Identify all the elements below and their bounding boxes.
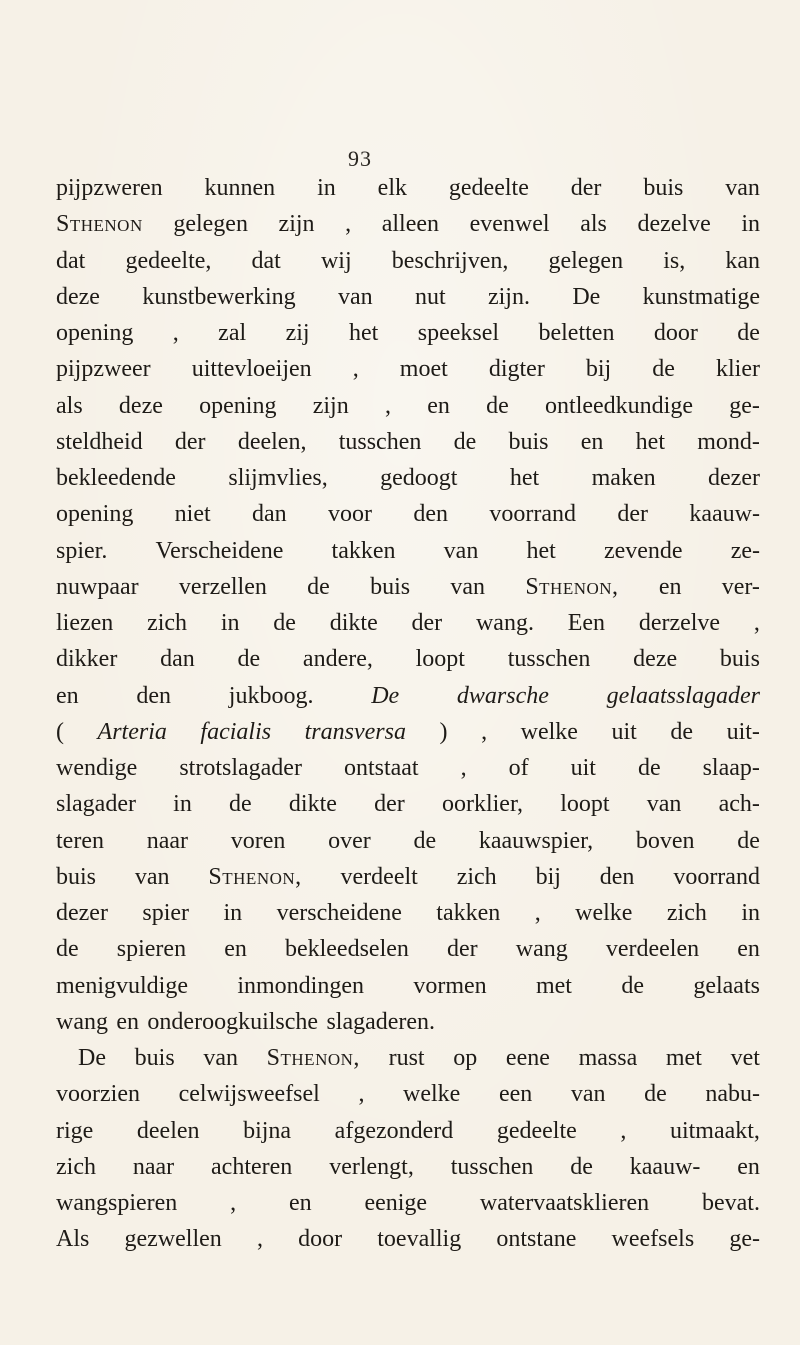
word: afgezonderd — [334, 1117, 454, 1144]
word: de — [486, 392, 509, 419]
word: transversa — [304, 718, 406, 745]
word: wij — [320, 247, 352, 274]
word: liezen — [56, 610, 114, 636]
word: menigvuldige — [56, 972, 188, 999]
word: eenige — [364, 1190, 428, 1216]
word: de — [644, 1081, 667, 1108]
text-line — [56, 968, 760, 1004]
word: loopt — [415, 646, 465, 673]
word: der — [374, 791, 405, 818]
word: het — [509, 465, 540, 491]
word: het — [635, 428, 665, 455]
word: watervaatsklieren — [479, 1190, 650, 1216]
word: wangspieren — [56, 1190, 178, 1216]
word: slagader — [56, 791, 136, 818]
word: van — [725, 175, 760, 201]
word: andere, — [302, 646, 373, 673]
word: der — [570, 175, 602, 201]
word: is, — [663, 247, 686, 274]
word: als — [56, 392, 83, 419]
word: de — [670, 718, 694, 745]
word: buis — [719, 646, 760, 673]
word: in — [223, 900, 243, 926]
word: van — [203, 1045, 238, 1071]
word: , — [256, 1226, 263, 1253]
word: voorzien — [56, 1081, 140, 1108]
word: het — [526, 537, 556, 564]
word: naar — [146, 827, 188, 854]
word: dezelve — [637, 211, 711, 238]
word: takken — [331, 537, 396, 564]
word: uitmaakt, — [669, 1117, 760, 1144]
word: vormen — [413, 972, 487, 999]
word: de — [637, 755, 661, 781]
word: welke — [575, 900, 633, 926]
word: Verscheidene — [155, 537, 284, 564]
word: tusschen — [338, 428, 422, 455]
word: jukboog. — [228, 682, 314, 709]
text-line — [56, 1004, 760, 1040]
word: verdeelen — [605, 936, 700, 963]
word: kunnen — [204, 175, 276, 201]
word: der — [617, 501, 648, 528]
text-line — [56, 931, 760, 967]
word: en — [737, 1153, 760, 1180]
word: gelaatsslagader — [606, 682, 760, 709]
word: der — [411, 610, 443, 636]
word: gedeelte — [496, 1117, 577, 1144]
word: met — [665, 1045, 702, 1071]
word: verzellen — [178, 573, 267, 600]
word: welke — [403, 1081, 461, 1108]
word: ) — [439, 718, 448, 745]
word: slaap- — [702, 755, 760, 781]
word: elk — [377, 175, 407, 201]
word: steldheid — [56, 428, 143, 455]
word: bevat. — [701, 1190, 760, 1216]
text-line — [56, 714, 760, 750]
word: voorrand — [673, 863, 760, 890]
word: zijn. — [487, 283, 530, 310]
word: met — [535, 972, 572, 999]
word: dan — [252, 501, 287, 528]
text-line — [56, 243, 760, 279]
text-line — [56, 750, 760, 786]
word: , — [345, 211, 352, 238]
body-text — [56, 170, 760, 1258]
word: moet — [399, 356, 448, 383]
word: , — [384, 392, 391, 419]
word: inmondingen — [237, 972, 364, 999]
word: takken — [436, 900, 501, 926]
word: , — [230, 1190, 237, 1216]
text-line — [56, 424, 760, 460]
word: gedoogt — [380, 465, 458, 491]
word: uittevloeijen — [191, 356, 312, 383]
word: tusschen — [507, 646, 591, 673]
word: slijmvlies, — [228, 465, 328, 491]
page-number: 93 — [348, 146, 372, 171]
word: voor — [328, 501, 373, 528]
text-line — [56, 1149, 760, 1185]
text-line — [56, 279, 760, 315]
word: de — [307, 573, 330, 600]
word: zich — [456, 863, 497, 890]
word: in — [317, 175, 336, 201]
word: zevende — [603, 537, 683, 564]
text-line — [56, 641, 760, 677]
word: loopt — [560, 791, 610, 818]
word: wang — [515, 936, 568, 963]
word: teren — [56, 827, 104, 854]
word: niet — [174, 501, 211, 528]
word: dat — [56, 247, 86, 274]
word: alleen — [381, 211, 440, 238]
word: in — [741, 211, 760, 238]
word: bij — [585, 356, 612, 383]
word: digter — [488, 356, 545, 383]
text-line — [56, 1113, 760, 1149]
word: kaauw- — [629, 1153, 701, 1180]
word: de — [737, 320, 760, 346]
word: vet — [730, 1045, 760, 1071]
word: deze — [633, 646, 678, 673]
word: en — [56, 682, 79, 709]
text-line — [56, 206, 760, 242]
word: boven — [635, 827, 695, 854]
word: bij — [535, 863, 561, 890]
word: nuwpaar — [56, 573, 139, 600]
word: Een — [567, 610, 606, 636]
word: ontstane — [496, 1226, 577, 1253]
word: slagaderen. — [326, 1008, 436, 1035]
word: De — [78, 1045, 106, 1071]
word: ze- — [730, 537, 760, 564]
text-line — [56, 1185, 760, 1221]
word: ge- — [729, 1226, 760, 1253]
word: dwarsche — [456, 682, 549, 709]
word: gedeelte — [448, 175, 529, 201]
word: ver- — [721, 573, 760, 600]
word: De — [572, 283, 601, 310]
word: dikker — [56, 646, 118, 673]
word: als — [580, 211, 607, 238]
word: over — [328, 827, 371, 854]
text-line — [56, 895, 760, 931]
word: welke — [520, 718, 578, 745]
text-line — [56, 1040, 760, 1076]
word: deze — [56, 283, 100, 310]
word: bekleedselen — [284, 936, 409, 963]
word: buis — [134, 1045, 175, 1071]
word: zich — [56, 1153, 96, 1180]
word: en — [224, 936, 247, 963]
word: uit — [611, 718, 637, 745]
text-line — [56, 786, 760, 822]
word: derzelve — [638, 610, 721, 636]
word: de — [229, 791, 252, 818]
word: of — [508, 755, 529, 781]
word: ontstaat — [343, 755, 419, 781]
word: en — [737, 936, 760, 963]
word: zal — [218, 320, 247, 346]
word: dezer — [56, 900, 108, 926]
word: , — [352, 356, 359, 383]
text-line — [56, 1221, 760, 1257]
text-line — [56, 315, 760, 351]
word: , — [620, 1117, 627, 1144]
text-line — [56, 605, 760, 641]
word: wendige — [56, 755, 138, 781]
word: van — [570, 1081, 606, 1108]
word: wang. — [475, 610, 534, 636]
word: buis — [370, 573, 411, 600]
word: van — [134, 863, 170, 890]
word: een — [498, 1081, 533, 1108]
word: de — [621, 972, 644, 999]
word: den — [413, 501, 449, 528]
word: den — [599, 863, 635, 890]
word: het — [349, 320, 379, 346]
word: gelegen — [548, 247, 624, 274]
word: van — [646, 791, 682, 818]
word: de — [237, 646, 261, 673]
word: nabu- — [705, 1081, 760, 1108]
word: naar — [132, 1153, 175, 1180]
word: Sthenon — [56, 211, 143, 238]
word: van — [337, 283, 373, 310]
word: zich — [666, 900, 707, 926]
word: in — [741, 900, 760, 926]
word: , — [481, 718, 488, 745]
word: en — [427, 392, 450, 419]
word: de — [453, 428, 477, 455]
text-line — [56, 170, 760, 206]
word: van — [450, 573, 486, 600]
word: evenwel — [469, 211, 550, 238]
word: zijn — [278, 211, 315, 238]
word: door — [653, 320, 698, 346]
word: uit — [570, 755, 596, 781]
word: bijna — [243, 1117, 292, 1144]
word: de — [413, 827, 437, 854]
word: Sthenon, — [525, 573, 619, 600]
word: De — [371, 682, 400, 709]
word: door — [298, 1226, 343, 1253]
word: beschrijven, — [391, 247, 509, 274]
word: dezer — [708, 465, 760, 491]
word: pijpzweer — [56, 356, 151, 383]
word: voren — [230, 827, 286, 854]
word: massa — [578, 1045, 638, 1071]
text-line — [56, 388, 760, 424]
word: den — [136, 682, 172, 709]
word: speeksel — [417, 320, 500, 346]
word: opening — [56, 320, 134, 346]
word: de — [737, 827, 760, 854]
text-line — [56, 1076, 760, 1112]
word: buis — [508, 428, 549, 455]
word: de — [652, 356, 675, 383]
word: mond- — [697, 428, 760, 455]
word: dikte — [288, 791, 337, 818]
word: strotslagader — [179, 755, 302, 781]
word: deze — [118, 392, 163, 419]
word: , — [358, 1081, 365, 1108]
word: Sthenon, — [208, 863, 302, 890]
word: buis — [56, 863, 97, 890]
word: beletten — [538, 320, 615, 346]
text-line — [56, 496, 760, 532]
word: ge- — [729, 392, 760, 419]
word: opening — [199, 392, 277, 419]
word: kunstmatige — [642, 283, 760, 310]
word: , — [172, 320, 179, 346]
word: ( — [56, 718, 64, 745]
word: bekleedende — [56, 465, 176, 491]
text-line — [56, 678, 760, 714]
word: ontleedkundige — [545, 392, 693, 419]
word: , — [534, 900, 541, 926]
word: nut — [414, 283, 446, 310]
word: verscheidene — [276, 900, 402, 926]
word: en — [658, 573, 682, 600]
word: spier — [142, 900, 190, 926]
word: op — [453, 1045, 478, 1071]
word: tusschen — [450, 1153, 534, 1180]
word: dikte — [329, 610, 378, 636]
word: spier. — [56, 537, 108, 564]
word: der — [447, 936, 478, 963]
word: ach- — [718, 791, 760, 818]
word: deelen — [136, 1117, 200, 1144]
word: gelaats — [693, 972, 760, 999]
word: maken — [591, 465, 656, 491]
word: Als — [56, 1226, 90, 1253]
word: , — [753, 610, 760, 636]
word: de — [570, 1153, 593, 1180]
word: kaauwspier, — [478, 827, 594, 854]
word: kunstbewerking — [142, 283, 296, 310]
text-line — [56, 460, 760, 496]
word: toevallig — [377, 1226, 462, 1253]
word: pijpzweren — [56, 175, 163, 201]
word: de — [273, 610, 296, 636]
word: rige — [56, 1117, 94, 1144]
word: gedeelte, — [125, 247, 212, 274]
text-line — [56, 823, 760, 859]
word: zich — [147, 610, 188, 636]
text-line — [56, 859, 760, 895]
word: deelen, — [237, 428, 307, 455]
word: dat — [251, 247, 281, 274]
word: gelegen — [173, 211, 248, 238]
word: klier — [716, 356, 760, 383]
text-line — [56, 569, 760, 605]
word: celwijsweefsel — [178, 1081, 320, 1108]
word: de — [56, 936, 79, 963]
word: kaauw- — [689, 501, 760, 528]
word: achteren — [211, 1153, 293, 1180]
text-line — [56, 351, 760, 387]
word: buis — [643, 175, 684, 201]
word: rust — [388, 1045, 425, 1071]
word: wang — [56, 1008, 108, 1035]
word: , — [460, 755, 467, 781]
word: verlengt, — [329, 1153, 414, 1180]
word: en — [116, 1008, 140, 1035]
word: en — [288, 1190, 312, 1216]
word: onderoogkuilsche — [147, 1008, 319, 1035]
word: van — [443, 537, 479, 564]
word: kan — [725, 247, 760, 274]
word: opening — [56, 501, 134, 528]
word: spieren — [116, 936, 187, 963]
word: Arteria — [97, 718, 167, 745]
word: verdeelt — [340, 863, 418, 890]
word: zijn — [312, 392, 349, 419]
word: facialis — [200, 718, 272, 745]
word: en — [580, 428, 604, 455]
word: zij — [285, 320, 310, 346]
word: dan — [160, 646, 195, 673]
word: gezwellen — [124, 1226, 222, 1253]
word: der — [174, 428, 206, 455]
word: weefsels — [611, 1226, 695, 1253]
word: in — [173, 791, 192, 818]
word: uit- — [726, 718, 760, 745]
word: oorklier, — [441, 791, 523, 818]
word: voorrand — [489, 501, 576, 528]
word: in — [220, 610, 240, 636]
word: eene — [505, 1045, 550, 1071]
text-line — [56, 533, 760, 569]
word: Sthenon, — [266, 1045, 360, 1071]
